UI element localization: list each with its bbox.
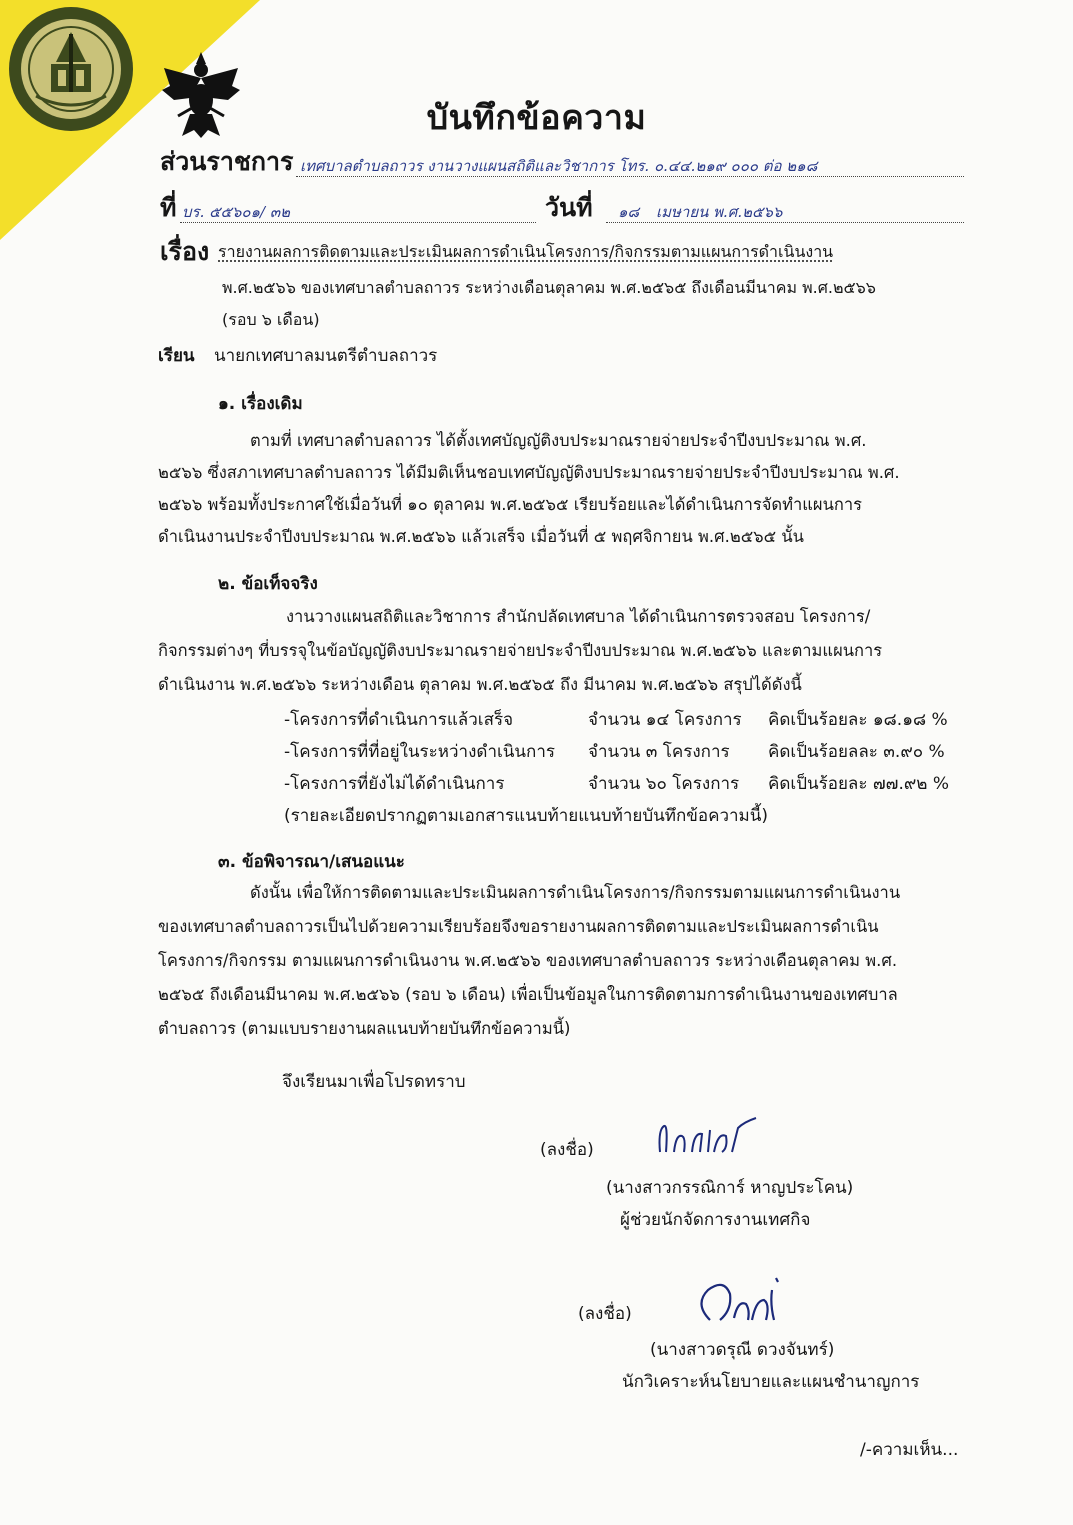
- section3-line-2: ของเทศบาลตำบลถาวรเป็นไปด้วยความเรียบร้อยจึงขอรายงานผลการติดตามและประเมินผลการดำเนิน: [158, 917, 879, 936]
- subject-label: เรื่อง: [160, 237, 210, 266]
- signature1-position: ผู้ช่วยนักจัดการงานเทศกิจ: [620, 1210, 811, 1230]
- summary-row-completed-label: -โครงการที่ดำเนินการแล้วเสร็จ: [284, 710, 514, 730]
- section1-line-1: ตามที่ เทศบาลตำบลถาวร ได้ตั้งเทศบัญญัติงบประมาณรายจ่ายประจำปีงบประมาณ พ.ศ.: [250, 431, 867, 450]
- memo-title: บันทึกข้อความ: [426, 98, 647, 138]
- subject-line-2: พ.ศ.๒๕๖๖ ของเทศบาลตำบลถาวร ระหว่างเดือนตุลาคม พ.ศ.๒๕๖๕ ถึงเดือนมีนาคม พ.ศ.๒๕๖๖: [222, 278, 876, 297]
- ref-dotted-line: [180, 222, 536, 223]
- closing-text: จึงเรียนมาเพื่อโปรดทราบ: [282, 1072, 466, 1092]
- continuation-footer: /-ความเห็น...: [860, 1440, 959, 1460]
- summary-row-inprogress-label: -โครงการที่ที่อยู่ในระหว่างดำเนินการ: [284, 742, 556, 762]
- summary-row-completed-count: จำนวน ๑๔ โครงการ: [588, 710, 742, 730]
- agency-dotted-line: [296, 176, 964, 177]
- agency-label: ส่วนราชการ: [160, 147, 294, 176]
- summary-row-completed-percent: คิดเป็นร้อยละ ๑๘.๑๘ %: [768, 710, 948, 730]
- section2-line-3: ดำเนินงาน พ.ศ.๒๕๖๖ ระหว่างเดือน ตุลาคม พ.ศ.๒๕๖๕ ถึง มีนาคม พ.ศ.๒๕๖๖ สรุปได้ดังนี้: [158, 675, 802, 694]
- section1-line-3: ๒๕๖๖ พร้อมทั้งประกาศใช้เมื่อวันที่ ๑๐ ตุลาคม พ.ศ.๒๕๖๕ เรียบร้อยและได้ดำเนินการจัดทำแผนการ: [158, 495, 862, 514]
- subject-line-3: (รอบ ๖ เดือน): [222, 310, 320, 329]
- section2-line-1: งานวางแผนสถิติและวิชาการ สำนักปลัดเทศบาล ได้ดำเนินการตรวจสอบ โครงการ/: [286, 607, 871, 626]
- summary-row-notstarted-label: -โครงการที่ยังไม่ได้ดำเนินการ: [284, 774, 505, 794]
- signature2-label: (ลงชื่อ): [578, 1304, 632, 1324]
- signature2-name: (นางสาวดรุณี ดวงจันทร์): [650, 1340, 835, 1360]
- subject-line-1: รายงานผลการติดตามและประเมินผลการดำเนินโครงการ/กิจกรรมตามแผนการดำเนินงาน: [218, 242, 834, 261]
- section3-heading: ๓. ข้อพิจารณา/เสนอแนะ: [218, 852, 405, 872]
- date-month-year: เมษายน พ.ศ.๒๕๖๖: [656, 203, 783, 221]
- section1-line-4: ดำเนินงานประจำปีงบประมาณ พ.ศ.๒๕๖๖ แล้วเสร็จ เมื่อวันที่ ๕ พฤศจิกายน พ.ศ.๒๕๖๕ นั้น: [158, 527, 804, 546]
- summary-row-inprogress-count: จำนวน ๓ โครงการ: [588, 742, 730, 762]
- summary-row-inprogress-percent: คิดเป็นร้อยลละ ๓.๙๐ %: [768, 742, 945, 762]
- date-day: ๑๘: [618, 203, 640, 221]
- date-dotted-line: [606, 222, 964, 223]
- signature1-label: (ลงชื่อ): [540, 1140, 594, 1160]
- signature2-position: นักวิเคราะห์นโยบายและแผนชำนาญการ: [622, 1372, 920, 1392]
- summary-row-notstarted-count: จำนวน ๖๐ โครงการ: [588, 774, 740, 794]
- signature1-name: (นางสาวกรรณิการ์ หาญประโคน): [606, 1178, 854, 1198]
- section2-note: (รายละเอียดปรากฏตามเอกสารแนบท้ายแนบท้ายบันทึกข้อความนี้): [284, 806, 769, 826]
- section1-heading: ๑. เรื่องเดิม: [218, 394, 303, 414]
- ref-value: บร. ๕๕๖๐๑/ ๓๒: [182, 203, 290, 221]
- section2-heading: ๒. ข้อเท็จจริง: [218, 574, 318, 594]
- section2-line-2: กิจกรรมต่างๆ ที่บรรจุในข้อบัญญัติงบประมาณรายจ่ายประจำปีงบประมาณ พ.ศ.๒๕๖๖ และตามแผนการ: [158, 641, 883, 660]
- summary-row-notstarted-percent: คิดเป็นร้อยละ ๗๗.๙๒ %: [768, 774, 950, 794]
- signature1-handwriting-icon: [652, 1112, 762, 1162]
- signature2-handwriting-icon: [690, 1270, 800, 1330]
- to-value: นายกเทศบาลมนตรีตำบลถาวร: [214, 346, 438, 366]
- section3-line-3: โครงการ/กิจกรรม ตามแผนการดำเนินงาน พ.ศ.๒๕๖๖ ของเทศบาลตำบลถาวร ระหว่างเดือนตุลาคม พ.ศ.: [158, 951, 898, 970]
- to-label: เรียน: [158, 346, 195, 366]
- section3-line-4: ๒๕๖๕ ถึงเดือนมีนาคม พ.ศ.๒๕๖๖ (รอบ ๖ เดือน) เพื่อเป็นข้อมูลในการติดตามการดำเนินงานของเทศบาล: [158, 985, 898, 1004]
- section3-line-1: ดังนั้น เพื่อให้การติดตามและประเมินผลการดำเนินโครงการ/กิจกรรมตามแผนการดำเนินงาน: [250, 883, 901, 902]
- ref-label: ที่: [160, 193, 177, 222]
- section1-line-2: ๒๕๖๖ ซึ่งสภาเทศบาลตำบลถาวร ได้มีมติเห็นชอบเทศบัญญัติงบประมาณรายจ่ายประจำปีงบประมาณ พ.ศ.: [158, 463, 900, 482]
- date-label: วันที่: [545, 193, 593, 222]
- agency-value: เทศบาลตำบลถาวร งานวางแผนสถิติและวิชาการ โทร. ๐.๔๔.๒๑๙ ๐๐๐ ต่อ ๒๑๘: [300, 157, 818, 175]
- section3-line-5: ตำบลถาวร (ตามแบบรายงานผลแนบท้ายบันทึกข้อความนี้): [158, 1019, 571, 1038]
